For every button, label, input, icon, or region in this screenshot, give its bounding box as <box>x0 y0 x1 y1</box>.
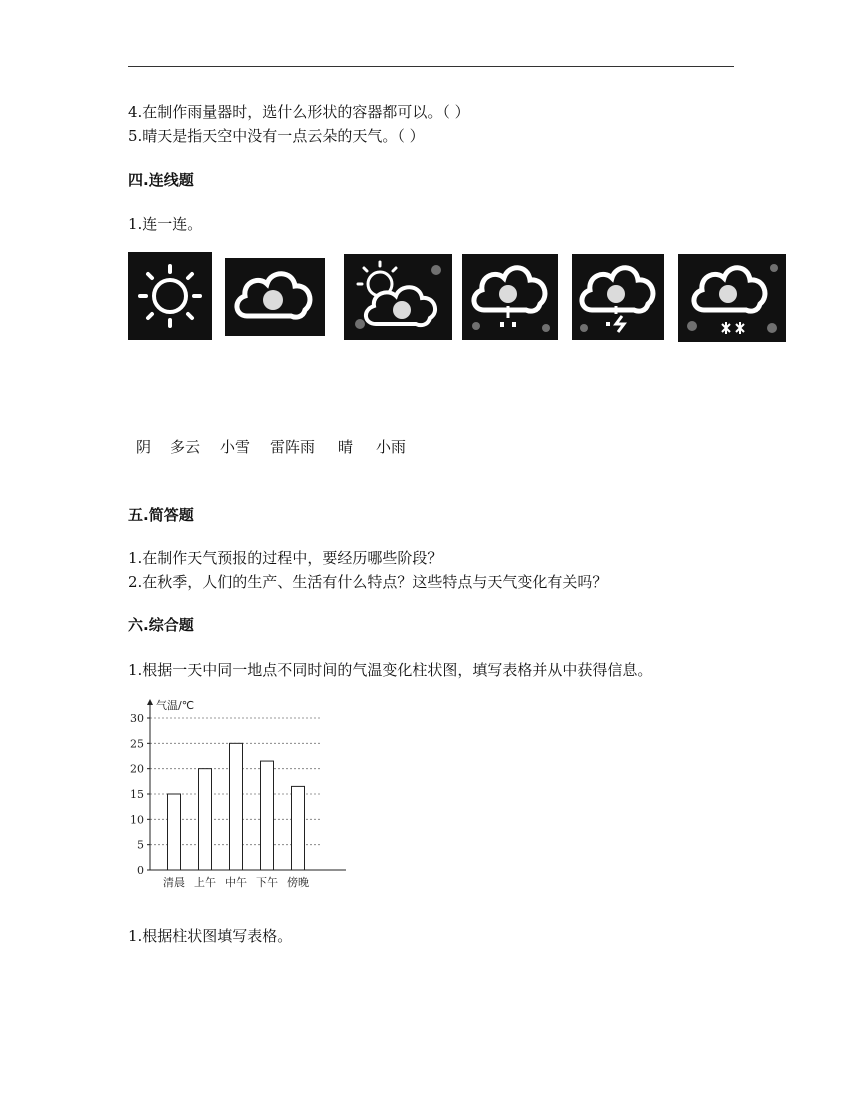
section-5-question-1: 1.在制作天气预报的过程中，要经历哪些阶段？ <box>128 549 443 567</box>
section-6-heading: 六.综合题 <box>128 616 194 634</box>
label-light-snow[interactable]: 小雪 <box>220 438 251 456</box>
bar <box>261 761 274 870</box>
section-6-question-1: 1.根据一天中同一地点不同时间的气温变化柱状图，填写表格并从中获得信息。 <box>128 661 653 679</box>
section-5-question-2: 2.在秋季，人们的生产、生活有什么特点？这些特点与天气变化有关吗？ <box>128 573 608 591</box>
cloudy-icon[interactable] <box>225 258 325 336</box>
section-4-question-1: 1.连一连。 <box>128 215 203 233</box>
bar <box>168 794 181 870</box>
y-tick-label: 25 <box>130 737 144 751</box>
y-axis-label: 气温/℃ <box>156 699 195 712</box>
label-cloudy[interactable]: 多云 <box>170 438 201 456</box>
y-tick-label: 30 <box>130 712 144 725</box>
y-tick-label: 20 <box>130 762 144 776</box>
light-rain-icon[interactable] <box>462 254 558 340</box>
x-tick-label: 清晨 <box>163 876 185 889</box>
section-6-subquestion-1: 1.根据柱状图填写表格。 <box>128 927 293 945</box>
bar <box>292 786 305 870</box>
weather-icon-row <box>128 252 788 344</box>
bar <box>199 769 212 870</box>
label-overcast[interactable]: 阴 <box>136 438 152 456</box>
section-5-heading: 五.简答题 <box>128 506 194 524</box>
label-thunderstorm[interactable]: 雷阵雨 <box>270 438 316 456</box>
temperature-bar-chart <box>126 696 356 892</box>
section-4-heading: 四.连线题 <box>128 171 194 189</box>
bar <box>230 743 243 870</box>
thunderstorm-icon[interactable] <box>572 254 664 340</box>
y-tick-label: 10 <box>130 813 144 827</box>
question-4: 4.在制作雨量器时，选什么形状的容器都可以。（ ） <box>128 103 470 121</box>
y-tick-label: 15 <box>130 788 144 801</box>
header-rule <box>128 66 734 67</box>
x-tick-label: 上午 <box>194 876 216 889</box>
y-axis-arrow <box>147 699 153 705</box>
sun-icon[interactable] <box>128 252 212 340</box>
label-sunny[interactable]: 晴 <box>338 438 354 456</box>
y-tick-label: 0 <box>137 864 144 877</box>
x-tick-label: 下午 <box>256 876 278 889</box>
partly-cloudy-icon[interactable] <box>344 254 452 340</box>
x-tick-label: 傍晚 <box>287 876 309 889</box>
y-tick-label: 5 <box>137 838 144 852</box>
x-tick-label: 中午 <box>225 876 247 889</box>
light-snow-icon[interactable] <box>678 254 786 342</box>
question-5: 5.晴天是指天空中没有一点云朵的天气。（ ） <box>128 127 425 145</box>
label-light-rain[interactable]: 小雨 <box>376 438 407 456</box>
